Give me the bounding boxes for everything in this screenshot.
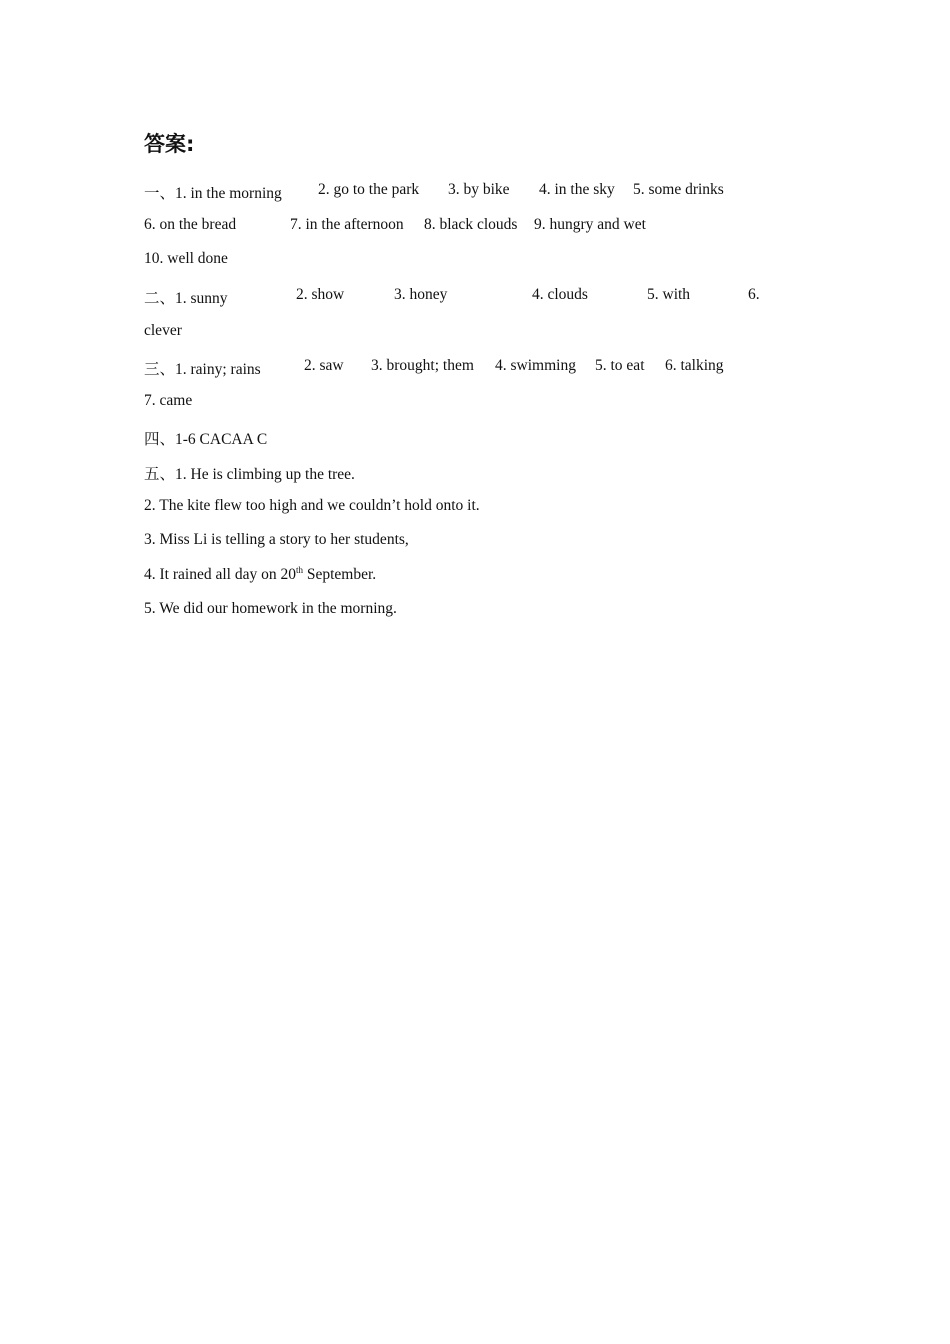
- answer-line-s5-r5: 5. We did our homework in the morning.: [144, 600, 397, 617]
- answer-line-s4: 四、1-6 CACAA C: [144, 431, 268, 448]
- answer-item: 2. go to the park: [318, 181, 420, 198]
- answer-item: 5. with: [647, 286, 691, 303]
- answer-item: 2. saw: [304, 357, 344, 374]
- answer-item: 一、1. in the morning: [144, 185, 282, 202]
- answer-item: 4. clouds: [532, 286, 588, 303]
- answer-item: 9. hungry and wet: [534, 216, 646, 233]
- answer-line-s5-r2: 2. The kite flew too high and we couldn’t hold onto it.: [144, 497, 480, 514]
- page-title: 答案:: [144, 132, 195, 156]
- answer-item: 4. in the sky: [539, 181, 615, 198]
- answer-item: 二、1. sunny: [144, 290, 228, 307]
- answer-item: 5. some drinks: [633, 181, 724, 198]
- answer-item: 3. honey: [394, 286, 448, 303]
- answer-line-s5-r1: 五、1. He is climbing up the tree.: [144, 466, 355, 483]
- answer-item: 3. brought; them: [371, 357, 474, 374]
- answer-item: 4. swimming: [495, 357, 576, 374]
- answer-item: 3. by bike: [448, 181, 510, 198]
- answer-line-s3-r2: 7. came: [144, 392, 193, 409]
- answer-line-s2-r2: clever: [144, 322, 182, 339]
- answer-line-s5-r4: [144, 566, 376, 584]
- answer-item: 2. show: [296, 286, 345, 303]
- answer-item: 三、1. rainy; rains: [144, 361, 261, 378]
- answer-line-s1-r3: 10. well done: [144, 250, 228, 267]
- ordinal-suffix: th: [295, 564, 303, 575]
- answer-item: 6. talking: [665, 357, 724, 374]
- answer-text: September.: [302, 566, 377, 583]
- answer-item: 6.: [748, 286, 760, 303]
- answer-text: 4. It rained all day on 20: [144, 566, 296, 583]
- answer-item: 5. to eat: [595, 357, 645, 374]
- answer-item: 7. in the afternoon: [290, 216, 404, 233]
- answer-line-s5-r3: 3. Miss Li is telling a story to her students,: [144, 531, 409, 548]
- answer-item: 8. black clouds: [424, 216, 518, 233]
- answer-item: 6. on the bread: [144, 216, 237, 233]
